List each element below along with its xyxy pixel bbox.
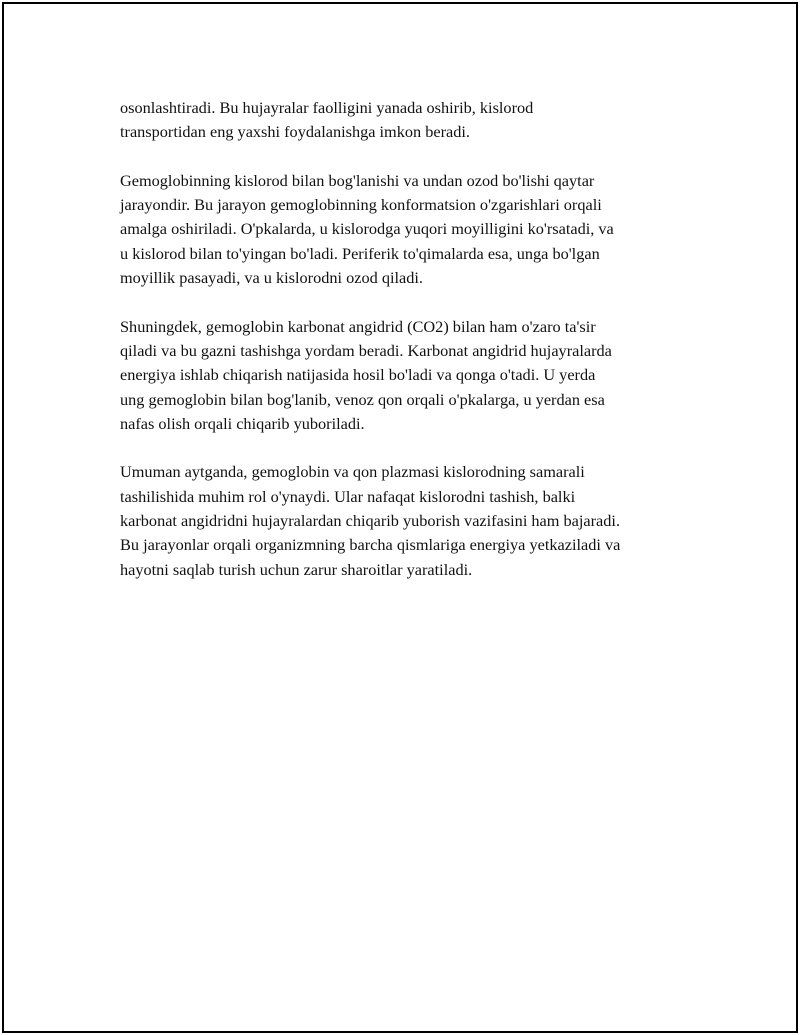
- paragraph: [120, 96, 690, 145]
- text-line: osonlashtiradi. Bu hujayralar faolligini yanada oshirib, kislorod: [120, 98, 534, 117]
- text-line: ung gemoglobin bilan bog'lanib, venoz qon orqali o'pkalarga, u yerdan esa: [120, 389, 605, 409]
- text-line: transportidan eng yaxshi foydalanishga imkon beradi.: [120, 122, 470, 142]
- document-page: [2, 2, 798, 1033]
- text-line: energiya ishlab chiqarish natijasida hosil bo'ladi va qonga o'tadi. U yerda: [120, 365, 596, 385]
- document-body: [120, 96, 690, 606]
- text-line: nafas olish orqali chiqarib yuboriladi.: [120, 413, 365, 433]
- text-line: tashilishida muhim rol o'ynaydi. Ular nafaqat kislorodni tashish, balki: [120, 486, 576, 506]
- text-line: Gemoglobinning kislorod bilan bog'lanishi va undan ozod bo'lishi qaytar: [120, 170, 595, 190]
- text-line: Shuningdek, gemoglobin karbonat angidrid (CO2) bilan ham o'zaro ta'sir: [120, 316, 596, 336]
- text-line: qiladi va bu gazni tashishga yordam beradi. Karbonat angidrid hujayralarda: [120, 340, 612, 360]
- text-line: jarayondir. Bu jarayon gemoglobinning konformatsion o'zgarishlari orqali: [120, 195, 602, 215]
- paragraph: [120, 460, 690, 581]
- paragraph: [120, 169, 690, 290]
- text-line: hayotni saqlab turish uchun zarur sharoitlar yaratiladi.: [120, 559, 473, 579]
- text-line: karbonat angidridni hujayralardan chiqarib yuborish vazifasini ham bajaradi.: [120, 511, 621, 531]
- text-line: moyillik pasayadi, va u kislorodni ozod qiladi.: [120, 268, 423, 288]
- text-line: amalga oshiriladi. O'pkalarda, u kislorodga yuqori moyilligini ko'rsatadi, va: [120, 219, 614, 239]
- text-line: Umuman aytganda, gemoglobin va qon plazmasi kislorodning samarali: [120, 462, 585, 482]
- text-line: u kislorod bilan to'yingan bo'ladi. Periferik to'qimalarda esa, unga bo'lgan: [120, 243, 600, 263]
- text-line: Bu jarayonlar orqali organizmning barcha qismlariga energiya yetkaziladi va: [120, 535, 621, 555]
- paragraph: [120, 315, 690, 436]
